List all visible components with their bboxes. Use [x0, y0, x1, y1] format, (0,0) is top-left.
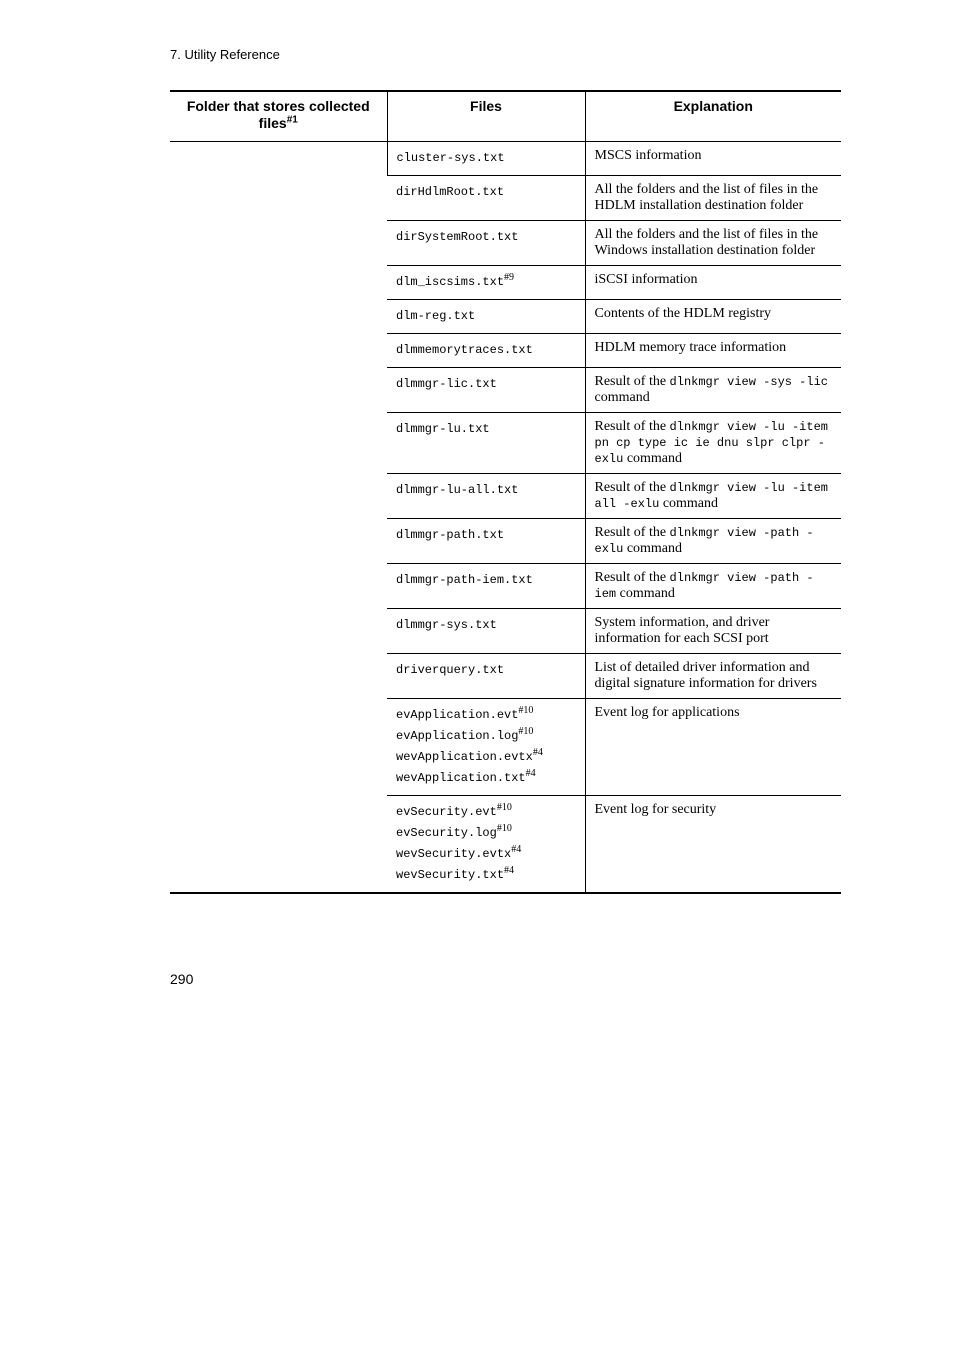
file-name-text: dirHdlmRoot.txt	[396, 185, 505, 199]
footnote-marker: #10	[518, 726, 534, 737]
file-name	[388, 148, 585, 169]
table-header	[170, 91, 841, 142]
explanation-text: command	[594, 390, 650, 405]
footnote-marker: #10	[496, 823, 512, 834]
explanation-text: Result of the	[594, 480, 670, 495]
files-cell	[387, 413, 585, 474]
file-name	[387, 525, 585, 546]
explanation-cell	[585, 654, 841, 699]
explanation-text: command	[623, 451, 683, 466]
file-name-text: dlmmgr-lu.txt	[396, 422, 490, 436]
explanation-text: command	[616, 586, 675, 601]
explanation-text: All the folders and the list of files in the HDLM installation destination folder	[594, 182, 819, 213]
footnote-marker: #4	[525, 768, 536, 779]
files-cell	[387, 221, 585, 266]
explanation-cell	[585, 368, 841, 413]
file-name-text: dlmmemorytraces.txt	[396, 343, 533, 357]
page-number: 290	[170, 971, 194, 987]
column-header-label: Folder that stores collected files	[186, 98, 370, 131]
file-name-text: evApplication.log	[396, 729, 519, 743]
explanation-text: List of detailed driver information and digital signature information for drivers	[594, 660, 817, 691]
explanation-text: command	[659, 496, 719, 511]
files-cell	[387, 368, 585, 413]
file-name	[387, 227, 585, 248]
explanation-cell	[585, 564, 841, 609]
column-header-folder	[170, 91, 387, 142]
column-header-label: Explanation	[673, 98, 753, 114]
explanation-cell	[585, 609, 841, 654]
files-cell	[387, 334, 585, 368]
file-name	[387, 419, 585, 440]
footnote-marker: #10	[518, 705, 534, 716]
explanation-text: Result of the	[594, 570, 670, 585]
file-name	[387, 480, 585, 501]
footnote-marker: #10	[496, 802, 512, 813]
file-name-text: dlmmgr-path.txt	[396, 528, 505, 542]
explanation-text: Result of the	[594, 525, 670, 540]
explanation-cell	[585, 334, 841, 368]
explanation-text: All the folders and the list of files in the Windows installation destination folder	[594, 227, 819, 258]
command-text: dlnkmgr view -lu -item all -exlu	[594, 481, 828, 511]
table-body	[170, 142, 841, 894]
file-name	[387, 823, 585, 844]
explanation-cell	[585, 519, 841, 564]
file-name	[387, 374, 585, 395]
files-cell	[387, 609, 585, 654]
file-name	[387, 615, 585, 636]
file-name	[387, 726, 585, 747]
file-name	[387, 182, 585, 203]
files-cell	[387, 654, 585, 699]
command-text: dlnkmgr view -path -iem	[594, 571, 814, 601]
file-name-text: wevSecurity.txt	[396, 868, 505, 882]
file-name	[387, 802, 585, 823]
file-name-text: dlm_iscsims.txt	[396, 275, 505, 289]
explanation-text: System information, and driver information for each SCSI port	[594, 615, 770, 646]
file-name-text: wevApplication.txt	[396, 771, 526, 785]
file-name-text: driverquery.txt	[396, 663, 505, 677]
footnote-marker: #4	[504, 865, 515, 876]
file-name-text: dlmmgr-lu-all.txt	[396, 483, 519, 497]
header-row	[170, 91, 841, 142]
explanation-cell	[585, 474, 841, 519]
explanation-text: Event log for applications	[594, 705, 740, 720]
command-text: dlnkmgr view -lu -item pn cp type ic ie dnu slpr clpr -exlu	[594, 420, 828, 466]
files-cell	[387, 519, 585, 564]
files-cell	[387, 699, 585, 796]
file-name-text: dlmmgr-lic.txt	[396, 377, 497, 391]
explanation-text: command	[623, 541, 683, 556]
column-header-label: Files	[470, 98, 502, 114]
explanation-cell	[585, 176, 841, 221]
explanation-cell	[585, 300, 841, 334]
file-name	[387, 865, 585, 886]
files-cell	[387, 266, 585, 300]
command-text: dlnkmgr view -path -exlu	[594, 526, 814, 556]
file-name-text: evApplication.evt	[396, 708, 519, 722]
column-header-files	[387, 91, 585, 142]
file-name-text: evSecurity.evt	[396, 805, 497, 819]
explanation-text: HDLM memory trace information	[594, 340, 787, 355]
footnote-marker: #9	[504, 272, 515, 283]
footnote-marker: #4	[511, 844, 522, 855]
file-name	[387, 705, 585, 726]
collected-files-table	[170, 90, 841, 894]
column-header-explanation	[585, 91, 841, 142]
explanation-text: Contents of the HDLM registry	[594, 306, 772, 321]
file-name	[387, 306, 585, 327]
footnote-marker: #1	[286, 114, 298, 126]
file-name-text: dlmmgr-sys.txt	[396, 618, 497, 632]
files-cell	[387, 176, 585, 221]
explanation-text: Result of the	[594, 419, 670, 434]
command-text: dlnkmgr view -sys -lic	[669, 375, 828, 389]
explanation-cell	[585, 796, 841, 894]
file-name-text: dlmmgr-path-iem.txt	[396, 573, 533, 587]
file-name-text: dlm-reg.txt	[396, 309, 476, 323]
file-name-text: cluster-sys.txt	[396, 151, 505, 165]
file-name	[387, 340, 585, 361]
folder-cell	[170, 142, 387, 894]
file-name	[387, 660, 585, 681]
explanation-text: MSCS information	[594, 148, 702, 163]
explanation-text: Result of the	[594, 374, 670, 389]
files-cell	[387, 564, 585, 609]
explanation-cell	[585, 221, 841, 266]
file-name	[387, 272, 585, 293]
explanation-text: iSCSI information	[594, 272, 698, 287]
files-cell	[387, 474, 585, 519]
explanation-text: Event log for security	[594, 802, 717, 817]
files-cell	[387, 142, 585, 176]
file-name-text: wevApplication.evtx	[396, 750, 533, 764]
explanation-cell	[585, 413, 841, 474]
file-name	[387, 747, 585, 768]
file-name-text: evSecurity.log	[396, 826, 497, 840]
file-name	[387, 570, 585, 591]
explanation-cell	[585, 699, 841, 796]
files-cell	[387, 300, 585, 334]
running-head: 7. Utility Reference	[170, 47, 280, 62]
explanation-cell	[585, 266, 841, 300]
file-name-text: wevSecurity.evtx	[396, 847, 512, 861]
file-name-text: dirSystemRoot.txt	[396, 230, 519, 244]
table-row	[170, 142, 841, 176]
explanation-cell	[585, 142, 841, 176]
footnote-marker: #4	[532, 747, 543, 758]
file-name	[387, 768, 585, 789]
files-cell	[387, 796, 585, 894]
file-name	[387, 844, 585, 865]
